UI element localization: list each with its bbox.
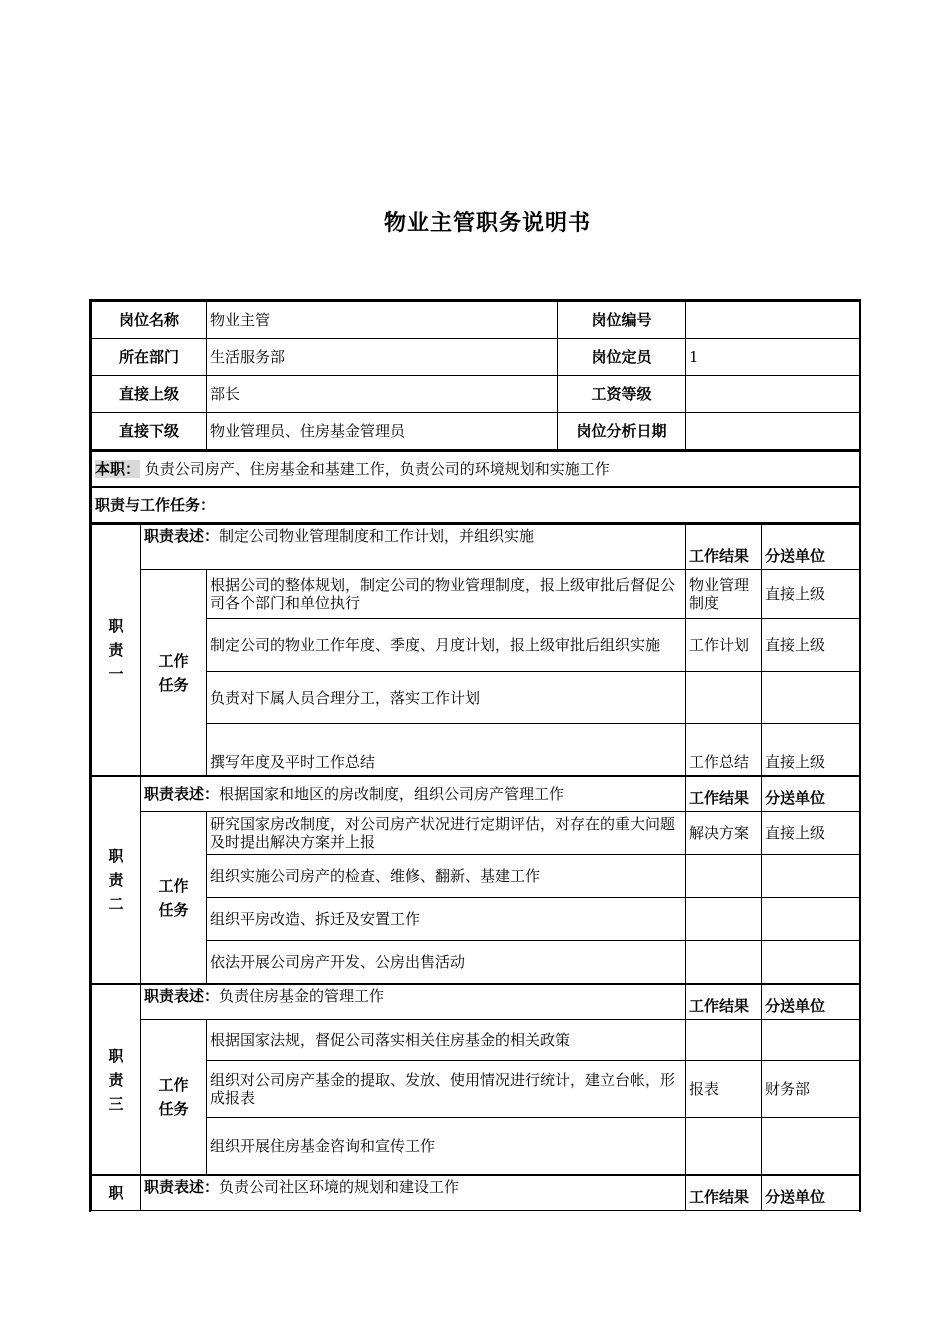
info-value: 1 bbox=[686, 339, 862, 376]
task-result: 解决方案 bbox=[686, 812, 762, 855]
duty-description: 职责表述：制定公司物业管理制度和工作计划，并组织实施 bbox=[141, 524, 686, 570]
task-text: 研究国家房改制度，对公司房产状况进行定期评估，对存在的重大问题及时提出解决方案并上报 bbox=[207, 812, 686, 855]
dest-header: 分送单位 bbox=[762, 776, 862, 812]
task-result bbox=[686, 672, 762, 724]
task-result bbox=[686, 941, 762, 985]
task-row bbox=[92, 812, 862, 855]
result-header: 工作结果 bbox=[686, 524, 762, 570]
duty-description-row bbox=[92, 524, 862, 570]
summary-table bbox=[91, 450, 861, 523]
task-label: 工作 任务 bbox=[141, 812, 207, 985]
duty-description-row bbox=[92, 1175, 862, 1211]
task-text: 组织开展住房基金咨询和宣传工作 bbox=[207, 1118, 686, 1176]
task-result: 物业管理制度 bbox=[686, 570, 762, 619]
task-dest: 直接上级 bbox=[762, 724, 862, 777]
task-row bbox=[92, 855, 862, 898]
info-label: 直接下级 bbox=[92, 413, 207, 450]
task-dest bbox=[762, 855, 862, 898]
task-row bbox=[92, 672, 862, 724]
duties-header: 职责与工作任务： bbox=[92, 487, 862, 523]
info-label: 岗位编号 bbox=[558, 302, 686, 339]
task-dest bbox=[762, 672, 862, 724]
task-dest bbox=[762, 941, 862, 985]
dest-header: 分送单位 bbox=[762, 984, 862, 1020]
duty-label: 职 责 二 bbox=[92, 776, 141, 984]
task-dest bbox=[762, 1118, 862, 1176]
task-row bbox=[92, 570, 862, 619]
task-text: 制定公司的物业工作年度、季度、月度计划，报上级审批后组织实施 bbox=[207, 619, 686, 672]
duties-table bbox=[91, 523, 861, 1211]
task-dest bbox=[762, 898, 862, 941]
task-row bbox=[92, 941, 862, 985]
task-text: 组织对公司房产基金的提取、发放、使用情况进行统计，建立台帐，形成报表 bbox=[207, 1061, 686, 1118]
task-text: 负责对下属人员合理分工，落实工作计划 bbox=[207, 672, 686, 724]
info-value bbox=[686, 302, 862, 339]
duty-description: 职责表述：根据国家和地区的房改制度，组织公司房产管理工作 bbox=[141, 776, 686, 812]
info-label: 所在部门 bbox=[92, 339, 207, 376]
duty-description-row bbox=[92, 984, 862, 1020]
task-row bbox=[92, 1020, 862, 1061]
summary-label: 本职： bbox=[95, 460, 141, 478]
result-header: 工作结果 bbox=[686, 984, 762, 1020]
task-result bbox=[686, 1020, 762, 1061]
task-row bbox=[92, 724, 862, 777]
task-result: 工作总结 bbox=[686, 724, 762, 777]
dest-header: 分送单位 bbox=[762, 1175, 862, 1211]
task-dest: 直接上级 bbox=[762, 570, 862, 619]
task-text: 组织实施公司房产的检查、维修、翻新、基建工作 bbox=[207, 855, 686, 898]
task-row bbox=[92, 1061, 862, 1118]
info-label: 工资等级 bbox=[558, 376, 686, 413]
task-result: 工作计划 bbox=[686, 619, 762, 672]
task-row bbox=[92, 619, 862, 672]
task-dest: 直接上级 bbox=[762, 619, 862, 672]
task-text: 根据公司的整体规划，制定公司的物业管理制度，报上级审批后督促公司各个部门和单位执行 bbox=[207, 570, 686, 619]
page-title: 物业主管职务说明书 bbox=[383, 211, 591, 236]
task-label: 工作 任务 bbox=[141, 570, 207, 777]
info-value bbox=[686, 376, 862, 413]
result-header: 工作结果 bbox=[686, 776, 762, 812]
dest-header: 分送单位 bbox=[762, 524, 862, 570]
info-value: 生活服务部 bbox=[207, 339, 558, 376]
info-row bbox=[92, 376, 862, 413]
task-dest: 财务部 bbox=[762, 1061, 862, 1118]
duty-label: 职 bbox=[92, 1175, 141, 1211]
info-label: 岗位定员 bbox=[558, 339, 686, 376]
duty-label: 职 责 三 bbox=[92, 984, 141, 1175]
duty-description: 职责表述：负责公司社区环境的规划和建设工作 bbox=[141, 1175, 686, 1211]
task-result bbox=[686, 1118, 762, 1176]
task-text: 撰写年度及平时工作总结 bbox=[207, 724, 686, 777]
duties-header-row bbox=[92, 487, 862, 523]
result-header: 工作结果 bbox=[686, 1175, 762, 1211]
task-row bbox=[92, 1118, 862, 1176]
info-value bbox=[686, 413, 862, 450]
duty-label: 职 责 一 bbox=[92, 524, 141, 776]
info-value: 物业管理员、住房基金管理员 bbox=[207, 413, 558, 450]
task-row bbox=[92, 898, 862, 941]
info-row bbox=[92, 339, 862, 376]
task-dest bbox=[762, 1020, 862, 1061]
task-result bbox=[686, 855, 762, 898]
job-description-table bbox=[89, 299, 861, 1212]
duty-description: 职责表述：负责住房基金的管理工作 bbox=[141, 984, 686, 1020]
task-text: 根据国家法规，督促公司落实相关住房基金的相关政策 bbox=[207, 1020, 686, 1061]
task-text: 组织平房改造、拆迁及安置工作 bbox=[207, 898, 686, 941]
task-label: 工作 任务 bbox=[141, 1020, 207, 1176]
duty-description-row bbox=[92, 776, 862, 812]
info-value: 物业主管 bbox=[207, 302, 558, 339]
info-label: 岗位名称 bbox=[92, 302, 207, 339]
info-label: 岗位分析日期 bbox=[558, 413, 686, 450]
info-row bbox=[92, 413, 862, 450]
task-result bbox=[686, 898, 762, 941]
basic-info-table bbox=[91, 301, 861, 450]
summary-row bbox=[92, 451, 862, 487]
summary-text: 负责公司房产、住房基金和基建工作，负责公司的环境规划和实施工作 bbox=[144, 460, 610, 478]
task-text: 依法开展公司房产开发、公房出售活动 bbox=[207, 941, 686, 985]
task-result: 报表 bbox=[686, 1061, 762, 1118]
task-dest: 直接上级 bbox=[762, 812, 862, 855]
info-value: 部长 bbox=[207, 376, 558, 413]
info-row bbox=[92, 302, 862, 339]
info-label: 直接上级 bbox=[92, 376, 207, 413]
